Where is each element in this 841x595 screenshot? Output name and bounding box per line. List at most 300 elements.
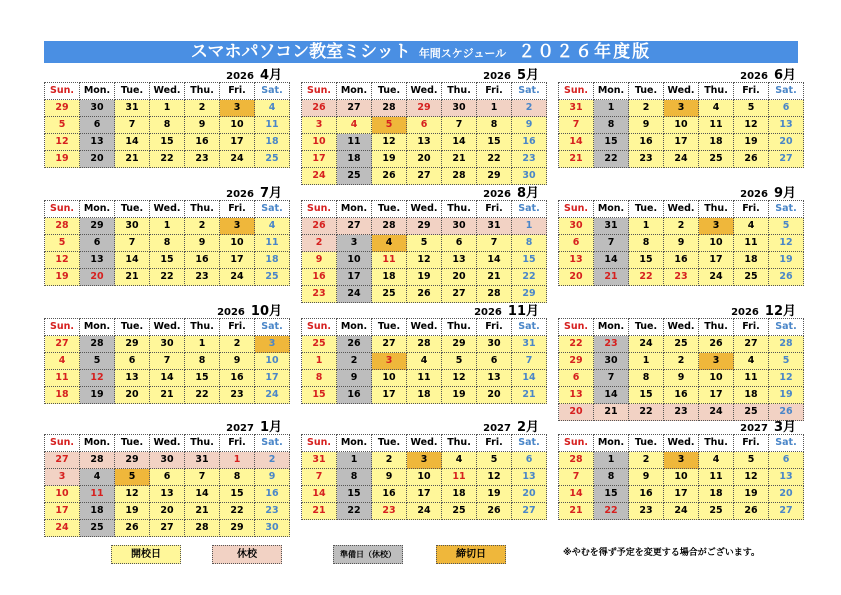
day-cell: 20 — [559, 269, 594, 286]
weekday-header: Fri. — [220, 201, 255, 218]
weekday-header: Sun. — [559, 201, 594, 218]
month-calendar — [558, 304, 796, 421]
day-cell: 18 — [407, 387, 442, 404]
day-cell: 29 — [220, 520, 255, 537]
weekday-header: Mon. — [80, 319, 115, 336]
day-cell: 14 — [594, 387, 629, 404]
week-row — [45, 151, 290, 168]
day-cell: 29 — [512, 286, 547, 303]
day-cell: 8 — [150, 235, 185, 252]
day-cell: 9 — [629, 469, 664, 486]
calendar-year: 2026 — [483, 189, 511, 200]
month-table — [558, 82, 804, 168]
month-table — [44, 200, 290, 286]
day-cell: 25 — [337, 168, 372, 185]
week-row — [559, 336, 804, 353]
day-cell: 31 — [594, 218, 629, 235]
day-cell: 18 — [699, 486, 734, 503]
week-row — [559, 503, 804, 520]
day-cell: 11 — [734, 370, 769, 387]
day-cell: 4 — [407, 353, 442, 370]
day-cell: 28 — [442, 168, 477, 185]
day-cell: 16 — [337, 387, 372, 404]
day-cell: 24 — [220, 151, 255, 168]
calendar-month: 6月 — [773, 68, 796, 83]
day-cell: 9 — [337, 370, 372, 387]
day-cell: 20 — [512, 486, 547, 503]
weekday-header: Thu. — [442, 435, 477, 452]
weekday-header-row — [302, 201, 547, 218]
day-cell: 8 — [629, 235, 664, 252]
day-cell: 31 — [115, 100, 150, 117]
month-table — [558, 200, 804, 286]
week-row — [559, 134, 804, 151]
day-cell: 23 — [594, 336, 629, 353]
day-cell: 4 — [442, 452, 477, 469]
day-cell: 13 — [115, 370, 150, 387]
week-row — [559, 387, 804, 404]
day-cell: 28 — [372, 218, 407, 235]
weekday-header: Fri. — [220, 319, 255, 336]
day-cell: 14 — [512, 370, 547, 387]
day-cell: 27 — [150, 520, 185, 537]
month-calendar — [44, 68, 282, 168]
day-cell: 24 — [699, 404, 734, 421]
weekday-header: Sat. — [769, 435, 804, 452]
day-cell: 23 — [185, 269, 220, 286]
weekday-header: Sat. — [255, 435, 290, 452]
week-row — [559, 452, 804, 469]
weekday-header: Sun. — [559, 319, 594, 336]
weekday-header: Mon. — [337, 83, 372, 100]
day-cell: 15 — [477, 134, 512, 151]
week-row — [45, 218, 290, 235]
day-cell: 27 — [769, 151, 804, 168]
calendar-month: 7月 — [259, 186, 282, 201]
day-cell: 22 — [150, 269, 185, 286]
weekday-header: Mon. — [80, 435, 115, 452]
day-cell: 25 — [734, 404, 769, 421]
week-row — [559, 370, 804, 387]
weekday-header: Fri. — [477, 83, 512, 100]
day-cell: 21 — [594, 404, 629, 421]
week-row — [302, 100, 547, 117]
calendar-month: 4月 — [259, 68, 282, 83]
week-row — [45, 269, 290, 286]
day-cell: 11 — [442, 469, 477, 486]
week-row — [559, 469, 804, 486]
day-cell: 16 — [185, 252, 220, 269]
calendar-year: 2026 — [731, 307, 759, 318]
month-table — [558, 434, 804, 520]
day-cell: 30 — [150, 336, 185, 353]
week-row — [302, 336, 547, 353]
day-cell: 3 — [372, 353, 407, 370]
weekday-header: Fri. — [734, 319, 769, 336]
day-cell: 16 — [255, 486, 290, 503]
day-cell: 1 — [337, 452, 372, 469]
day-cell: 25 — [699, 503, 734, 520]
day-cell: 17 — [45, 503, 80, 520]
week-row — [559, 235, 804, 252]
day-cell: 4 — [255, 100, 290, 117]
weekday-header: Mon. — [337, 435, 372, 452]
day-cell: 9 — [664, 235, 699, 252]
weekday-header: Mon. — [80, 201, 115, 218]
day-cell: 25 — [255, 151, 290, 168]
day-cell: 2 — [337, 353, 372, 370]
weekday-header: Thu. — [699, 319, 734, 336]
day-cell: 15 — [302, 387, 337, 404]
day-cell: 16 — [629, 486, 664, 503]
day-cell: 15 — [512, 252, 547, 269]
day-cell: 18 — [699, 134, 734, 151]
day-cell: 25 — [302, 336, 337, 353]
weekday-header: Wed. — [407, 201, 442, 218]
week-row — [45, 486, 290, 503]
weekday-header: Sat. — [255, 319, 290, 336]
weekday-header: Fri. — [477, 435, 512, 452]
month-table — [558, 318, 804, 421]
day-cell: 26 — [407, 286, 442, 303]
day-cell: 14 — [115, 252, 150, 269]
week-row — [302, 387, 547, 404]
week-row — [302, 235, 547, 252]
day-cell: 11 — [45, 370, 80, 387]
weekday-header: Thu. — [185, 201, 220, 218]
week-row — [45, 503, 290, 520]
day-cell: 24 — [45, 520, 80, 537]
weekday-header: Sat. — [512, 83, 547, 100]
day-cell: 24 — [664, 151, 699, 168]
day-cell: 22 — [559, 336, 594, 353]
weekday-header-row — [559, 435, 804, 452]
day-cell: 22 — [150, 151, 185, 168]
day-cell: 25 — [664, 336, 699, 353]
calendar-month: 12月 — [764, 304, 796, 319]
schedule-change-note: ※やむを得ず予定を変更する場合がございます。 — [563, 548, 761, 558]
day-cell: 8 — [594, 117, 629, 134]
month-heading — [301, 186, 539, 200]
month-calendar — [44, 186, 282, 286]
day-cell: 22 — [185, 387, 220, 404]
calendar-month: 9月 — [773, 186, 796, 201]
day-cell: 13 — [559, 252, 594, 269]
day-cell: 13 — [407, 134, 442, 151]
weekday-header: Sat. — [512, 319, 547, 336]
day-cell: 10 — [220, 117, 255, 134]
month-table — [44, 318, 290, 404]
weekday-header-row — [302, 319, 547, 336]
day-cell: 7 — [559, 117, 594, 134]
day-cell: 7 — [115, 235, 150, 252]
weekday-header: Fri. — [734, 83, 769, 100]
day-cell: 2 — [512, 100, 547, 117]
day-cell: 3 — [337, 235, 372, 252]
month-heading — [44, 420, 282, 434]
day-cell: 3 — [220, 100, 255, 117]
day-cell: 2 — [185, 100, 220, 117]
day-cell: 10 — [255, 353, 290, 370]
day-cell: 8 — [629, 370, 664, 387]
weekday-header: Thu. — [442, 201, 477, 218]
day-cell: 1 — [512, 218, 547, 235]
day-cell: 14 — [302, 486, 337, 503]
day-cell: 30 — [512, 168, 547, 185]
weekday-header: Mon. — [337, 319, 372, 336]
day-cell: 23 — [512, 151, 547, 168]
day-cell: 26 — [734, 503, 769, 520]
day-cell: 27 — [45, 336, 80, 353]
week-row — [302, 286, 547, 303]
day-cell: 1 — [594, 452, 629, 469]
day-cell: 12 — [115, 486, 150, 503]
day-cell: 3 — [699, 353, 734, 370]
day-cell: 30 — [594, 353, 629, 370]
day-cell: 25 — [734, 269, 769, 286]
day-cell: 21 — [559, 503, 594, 520]
weekday-header: Wed. — [664, 319, 699, 336]
weekday-header: Thu. — [699, 201, 734, 218]
day-cell: 6 — [769, 100, 804, 117]
day-cell: 11 — [255, 235, 290, 252]
month-table — [301, 318, 547, 404]
weekday-header-row — [559, 201, 804, 218]
day-cell: 27 — [45, 452, 80, 469]
day-cell: 2 — [255, 452, 290, 469]
day-cell: 24 — [629, 336, 664, 353]
week-row — [302, 353, 547, 370]
day-cell: 16 — [629, 134, 664, 151]
month-calendar — [301, 68, 539, 185]
day-cell: 28 — [559, 452, 594, 469]
day-cell: 28 — [407, 336, 442, 353]
calendar-year: 2026 — [226, 189, 254, 200]
day-cell: 3 — [664, 452, 699, 469]
day-cell: 26 — [477, 503, 512, 520]
weekday-header-row — [45, 83, 290, 100]
day-cell: 19 — [769, 387, 804, 404]
weekday-header: Thu. — [185, 435, 220, 452]
day-cell: 9 — [512, 117, 547, 134]
day-cell: 26 — [302, 100, 337, 117]
day-cell: 15 — [337, 486, 372, 503]
month-calendar — [301, 420, 539, 520]
weekday-header: Sun. — [45, 201, 80, 218]
day-cell: 19 — [734, 486, 769, 503]
day-cell: 30 — [442, 218, 477, 235]
day-cell: 30 — [477, 336, 512, 353]
day-cell: 17 — [664, 134, 699, 151]
day-cell: 7 — [477, 235, 512, 252]
day-cell: 11 — [734, 235, 769, 252]
day-cell: 24 — [302, 168, 337, 185]
day-cell: 19 — [407, 269, 442, 286]
day-cell: 4 — [734, 353, 769, 370]
day-cell: 3 — [699, 218, 734, 235]
day-cell: 4 — [80, 469, 115, 486]
day-cell: 13 — [80, 134, 115, 151]
weekday-header: Sat. — [512, 435, 547, 452]
month-heading — [558, 304, 796, 318]
day-cell: 22 — [220, 503, 255, 520]
day-cell: 10 — [664, 117, 699, 134]
week-row — [302, 117, 547, 134]
week-row — [45, 336, 290, 353]
day-cell: 19 — [477, 486, 512, 503]
weekday-header: Tue. — [115, 201, 150, 218]
day-cell: 6 — [477, 353, 512, 370]
weekday-header: Wed. — [150, 319, 185, 336]
day-cell: 17 — [220, 252, 255, 269]
day-cell: 30 — [255, 520, 290, 537]
week-row — [302, 269, 547, 286]
weekday-header: Thu. — [442, 83, 477, 100]
week-row — [45, 252, 290, 269]
day-cell: 11 — [255, 117, 290, 134]
week-row — [302, 151, 547, 168]
day-cell: 22 — [629, 404, 664, 421]
day-cell: 27 — [769, 503, 804, 520]
day-cell: 15 — [594, 134, 629, 151]
day-cell: 23 — [220, 387, 255, 404]
day-cell: 5 — [734, 100, 769, 117]
day-cell: 21 — [115, 151, 150, 168]
day-cell: 18 — [45, 387, 80, 404]
day-cell: 18 — [734, 252, 769, 269]
calendar-year: 2026 — [740, 71, 768, 82]
day-cell: 18 — [734, 387, 769, 404]
week-row — [302, 252, 547, 269]
day-cell: 5 — [45, 235, 80, 252]
weekday-header: Wed. — [150, 435, 185, 452]
day-cell: 6 — [769, 452, 804, 469]
day-cell: 22 — [337, 503, 372, 520]
day-cell: 4 — [372, 235, 407, 252]
month-heading — [44, 186, 282, 200]
day-cell: 17 — [372, 387, 407, 404]
legend-closed-day: 休校 — [212, 545, 282, 564]
weekday-header: Sun. — [302, 319, 337, 336]
day-cell: 6 — [115, 353, 150, 370]
day-cell: 21 — [185, 503, 220, 520]
day-cell: 4 — [255, 218, 290, 235]
week-row — [559, 353, 804, 370]
day-cell: 7 — [594, 235, 629, 252]
day-cell: 17 — [699, 252, 734, 269]
day-cell: 6 — [407, 117, 442, 134]
day-cell: 11 — [699, 117, 734, 134]
day-cell: 7 — [302, 469, 337, 486]
day-cell: 15 — [185, 370, 220, 387]
day-cell: 26 — [372, 168, 407, 185]
day-cell: 29 — [407, 218, 442, 235]
day-cell: 7 — [185, 469, 220, 486]
day-cell: 21 — [150, 387, 185, 404]
day-cell: 5 — [769, 218, 804, 235]
day-cell: 12 — [372, 134, 407, 151]
day-cell: 26 — [699, 336, 734, 353]
day-cell: 6 — [80, 117, 115, 134]
calendar-month: 10月 — [250, 304, 282, 319]
day-cell: 12 — [769, 235, 804, 252]
day-cell: 7 — [594, 370, 629, 387]
week-row — [45, 353, 290, 370]
weekday-header: Wed. — [664, 435, 699, 452]
weekday-header: Tue. — [629, 83, 664, 100]
day-cell: 20 — [80, 269, 115, 286]
month-calendar — [558, 68, 796, 168]
day-cell: 10 — [337, 252, 372, 269]
day-cell: 10 — [699, 370, 734, 387]
day-cell: 28 — [80, 452, 115, 469]
day-cell: 2 — [664, 218, 699, 235]
day-cell: 17 — [407, 486, 442, 503]
week-row — [45, 452, 290, 469]
day-cell: 6 — [150, 469, 185, 486]
week-row — [559, 117, 804, 134]
day-cell: 9 — [185, 235, 220, 252]
day-cell: 4 — [337, 117, 372, 134]
day-cell: 30 — [80, 100, 115, 117]
week-row — [559, 486, 804, 503]
day-cell: 16 — [664, 252, 699, 269]
week-row — [302, 134, 547, 151]
day-cell: 18 — [255, 134, 290, 151]
weekday-header: Fri. — [220, 83, 255, 100]
day-cell: 28 — [477, 286, 512, 303]
day-cell: 22 — [477, 151, 512, 168]
week-row — [559, 404, 804, 421]
week-row — [45, 134, 290, 151]
day-cell: 3 — [407, 452, 442, 469]
legend-deadline-day: 締切日 — [436, 545, 506, 564]
weekday-header: Tue. — [115, 83, 150, 100]
day-cell: 2 — [372, 452, 407, 469]
day-cell: 5 — [734, 452, 769, 469]
calendar-year: 2026 — [740, 189, 768, 200]
day-cell: 21 — [559, 151, 594, 168]
day-cell: 1 — [594, 100, 629, 117]
day-cell: 17 — [220, 134, 255, 151]
day-cell: 26 — [734, 151, 769, 168]
weekday-header: Sat. — [769, 83, 804, 100]
month-table — [301, 434, 547, 520]
weekday-header: Mon. — [594, 201, 629, 218]
day-cell: 8 — [337, 469, 372, 486]
day-cell: 27 — [407, 168, 442, 185]
weekday-header: Wed. — [664, 201, 699, 218]
day-cell: 16 — [220, 370, 255, 387]
day-cell: 20 — [407, 151, 442, 168]
day-cell: 14 — [594, 252, 629, 269]
day-cell: 31 — [512, 336, 547, 353]
day-cell: 14 — [477, 252, 512, 269]
day-cell: 29 — [559, 353, 594, 370]
day-cell: 24 — [407, 503, 442, 520]
calendar-month: 3月 — [773, 420, 796, 435]
weekday-header: Sun. — [559, 435, 594, 452]
week-row — [559, 218, 804, 235]
weekday-header: Fri. — [734, 435, 769, 452]
day-cell: 11 — [337, 134, 372, 151]
weekday-header: Mon. — [80, 83, 115, 100]
day-cell: 29 — [442, 336, 477, 353]
day-cell: 14 — [559, 486, 594, 503]
day-cell: 10 — [664, 469, 699, 486]
day-cell: 1 — [629, 218, 664, 235]
weekday-header: Tue. — [372, 201, 407, 218]
